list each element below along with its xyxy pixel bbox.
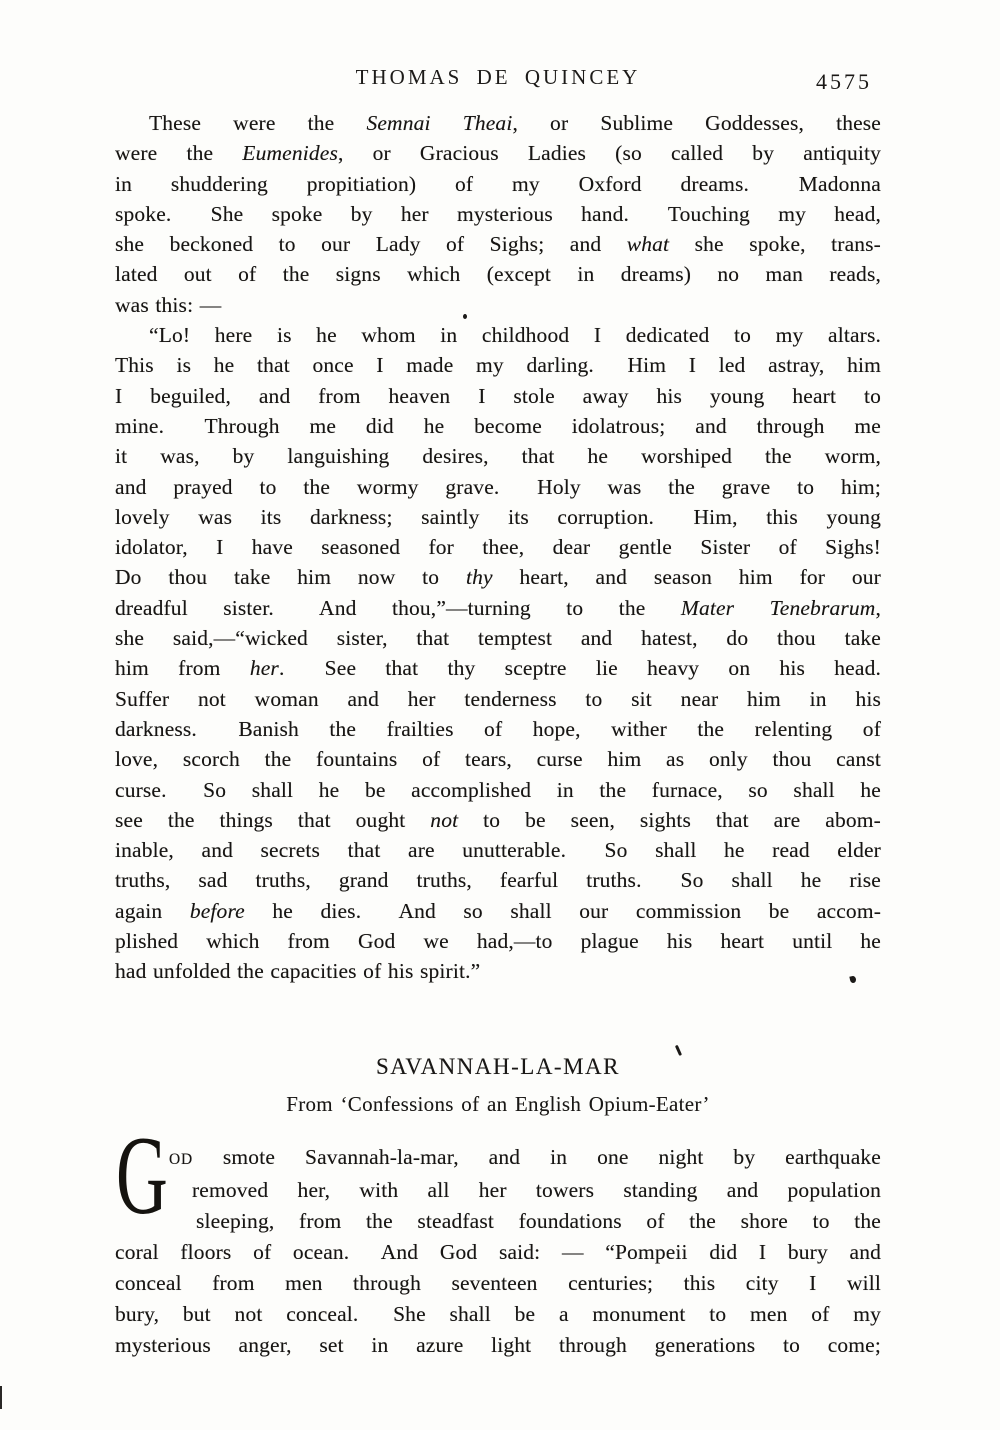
text-line: idolator, I have seasoned for thee, dear gentle Sister of Sighs! [115,535,881,560]
section-source-line: From ‘Confessions of an English Opium-Eater’ [286,1092,710,1116]
text-line: she said,—“wicked sister, that temptest and hatest, do thou take [115,626,881,651]
paragraph-savannah [115,1142,881,1361]
text-line: This is he that once I made my darling. Him I led astray, him [115,353,881,378]
text-line: and prayed to the wormy grave. Holy was the grave to him; [115,474,881,499]
text-line: was this: — [115,292,222,317]
text-line: inable, and secrets that are unutterable. So shall he read elder [115,838,881,863]
text-line: Suffer not woman and her tenderness to sit near him in his [115,686,881,711]
scan-edge-line [0,1386,2,1409]
text-line: plished which from God we had,—to plague his heart until he [115,929,881,954]
text-line: “Lo! here is he whom in childhood I dedicated to my altars. [149,323,881,348]
text-line: truths, sad truths, grand truths, fearful truths. So shall he rise [115,868,881,893]
text-line: love, scorch the fountains of tears, curse him as only thou canst [115,747,881,772]
text-line: curse. So shall he be accomplished in the furnace, so shall he [115,777,881,802]
text-line: dreadful sister. And thou,”—turning to the Mater Tenebrarum, [115,595,881,620]
text-line: lovely was its darkness; saintly its corruption. Him, this young [115,504,881,529]
text-line: bury, but not conceal. She shall be a monument to men of my [115,1302,881,1326]
paragraph-lo-here-is-he [115,320,881,987]
text-line: Do thou take him now to thy heart, and season him for our [115,565,881,590]
ink-speck [463,314,467,319]
text-line: sleeping, from the steadfast foundations of the shore to the [196,1209,881,1233]
section-heading: SAVANNAH-LA-MAR [375,1054,620,1079]
text-line: spoke. She spoke by her mysterious hand. Touching my head, [115,201,881,226]
text-line: him from her. See that thy sceptre lie heavy on his head. [115,656,881,681]
text-line: darkness. Banish the frailties of hope, wither the relenting of [115,716,881,741]
paragraph-oxford-dreams [115,108,881,320]
text-line: in shuddering propitiation) of my Oxford dreams. Madonna [115,171,881,196]
text-line: lated out of the signs which (except in dreams) no man reads, [115,262,881,287]
text-line: OD smote Savannah-la-mar, and in one night by earthquake [169,1145,881,1169]
main-text-column [115,108,881,987]
text-line: mine. Through me did he become idolatrous; and through me [115,413,881,438]
drop-cap-letter: G [116,1114,168,1238]
text-line: coral floors of ocean. And God said: — “Pompeii did I bury and [115,1240,881,1264]
text-line: removed her, with all her towers standing and population [192,1178,881,1202]
text-line: she beckoned to our Lady of Sighs; and what she spoke, trans- [115,232,881,257]
text-line: again before he dies. And so shall our commission be accom- [115,898,881,923]
text-line: had unfolded the capacities of his spirit.” [115,959,481,984]
text-line: it was, by languishing desires, that he worshiped the worm, [115,444,881,469]
page-number: 4575 [816,69,872,94]
text-line: mysterious anger, set in azure light through generations to come; [115,1333,881,1357]
running-title: THOMAS DE QUINCEY [355,65,641,89]
text-line: conceal from men through seventeen centuries; this city I will [115,1271,881,1295]
text-line: were the Eumenides, or Gracious Ladies (so called by antiquity [115,141,881,166]
text-line: These were the Semnai Theai, or Sublime Goddesses, these [149,111,881,135]
text-line: see the things that ought not to be seen, sights that are abom- [115,807,881,832]
text-line: I beguiled, and from heaven I stole away his young heart to [115,383,881,408]
